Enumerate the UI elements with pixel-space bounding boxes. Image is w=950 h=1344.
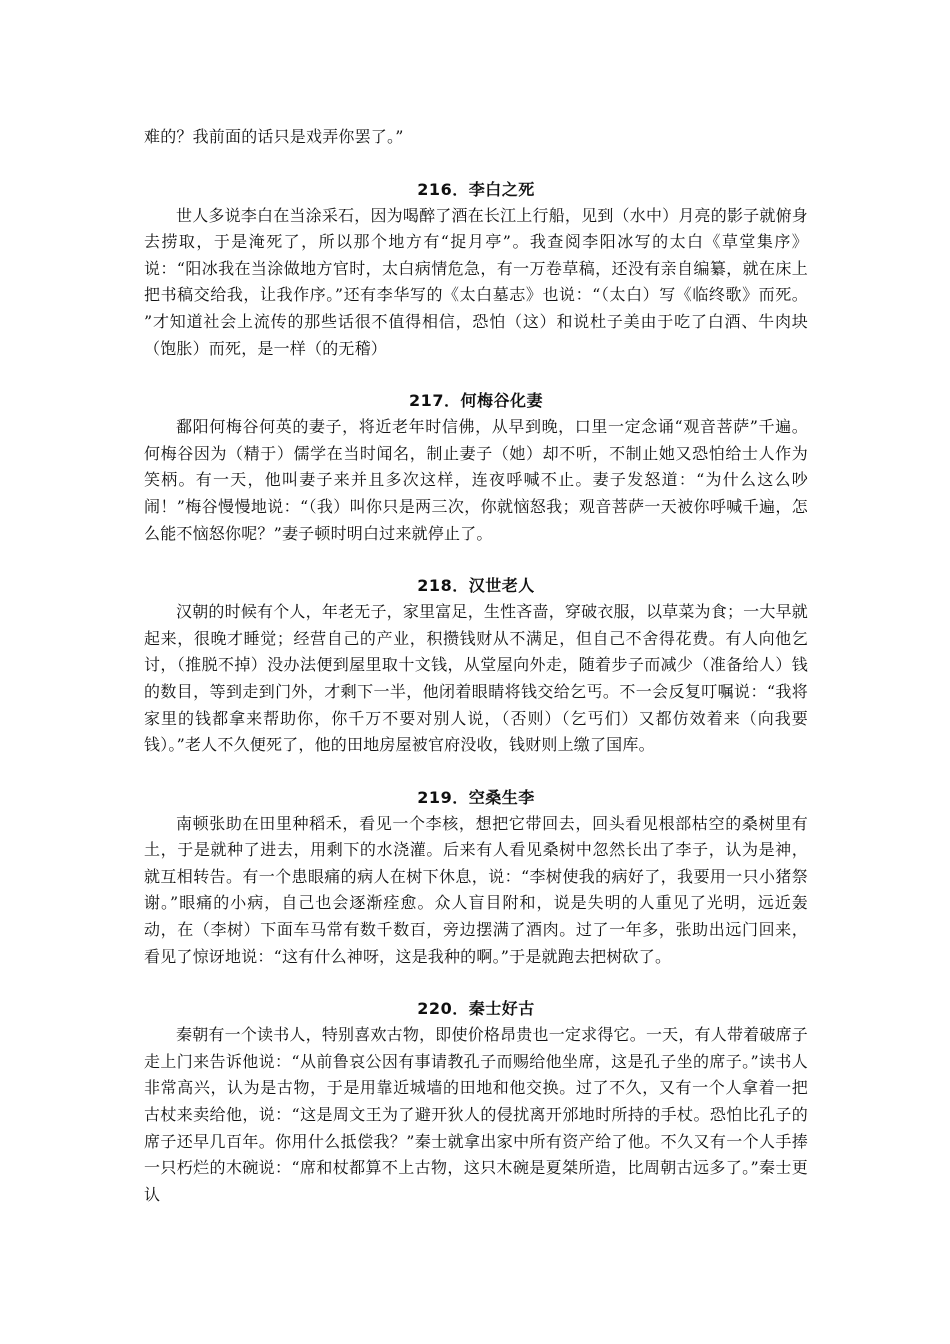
section-title: 219．空桑生李	[417, 787, 535, 807]
section-body: 鄱阳何梅谷何英的妻子，将近老年时信佛，从早到晚，口里一定念诵“观音菩萨”千遍。何梅谷因为（精于）儒学在当时闻名，制止妻子（她）却不听，不制止她又恐怕给士人作为笑柄。有一天，他叫妻子来并且多次这样，连夜呼喊不止。妻子发怒道：“为什么这么吵闹！”梅谷慢慢地说：“（我）叫你只是两三次，你就恼怒我；观音菩萨一天被你呼喊千遍，怎么能不恼怒你呢？”妻子顿时明白过来就停止了。	[144, 417, 808, 543]
section-he-meigu	[144, 388, 808, 547]
section-body: 秦朝有一个读书人，特别喜欢古物，即使价格昂贵也一定求得它。一天，有人带着破席子走上门来告诉他说：“从前鲁哀公因有事请教孔子而赐给他坐席，这是孔子坐的席子。”读书人非常高兴，认为是古物，于是用靠近城墙的田地和他交换。过了不久，又有一个人拿着一把古杖来卖给他，说：“这是周文王为了避开狄人的侵扰离开邠地时所持的手杖。恐怕比孔子的席子还早几百年。你用什么抵偿我？”秦士就拿出家中所有资产给了他。不久又有一个人手捧一只朽烂的木碗说：“席和杖都算不上古物，这只木碗是夏桀所造，比周朝古远多了。”秦士更认	[144, 1025, 808, 1204]
section-body: 世人多说李白在当涂采石，因为喝醉了酒在长江上行船，见到（水中）月亮的影子就俯身去捞取，于是淹死了，所以那个地方有“捉月亭”。我查阅李阳冰写的太白《草堂集序》说：“阳冰我在当涂做地方官时，太白病情危急，有一万卷草稿，还没有亲自编纂，就在床上把书稿交给我，让我作序。”还有李华写的《太白墓志》也说：“（太白）写《临终歌》而死。 ”才知道社会上流传的那些话很不值得相信，恐怕（这）和说杜子美由于吃了白酒、牛肉块（饱胀）而死，是一样（的无稽）	[144, 205, 808, 358]
section-han-old-man	[144, 573, 808, 759]
section-body: 汉朝的时候有个人，年老无子，家里富足，生性吝啬，穿破衣服，以草菜为食；一大早就起来，很晚才睡觉；经营自己的产业，积攒钱财从不满足，但自己不舍得花费。有人向他乞讨，（推脱不掉）没办法便到屋里取十文钱，从堂屋向外走，随着步子而减少（准备给人）钱的数目，等到走到门外，才剩下一半，他闭着眼睛将钱交给乞丐。不一会反复叮嘱说：“我将家里的钱都拿来帮助你，你千万不要对别人说，（否则）（乞丐们）又都仿效着来（向我要钱）。”老人不久便死了，他的田地房屋被官府没收，钱财则上缴了国库。	[144, 602, 808, 755]
section-title: 218．汉世老人	[417, 576, 535, 596]
section-plum-tree	[144, 785, 808, 971]
document-page	[144, 124, 808, 1208]
section-qin-scholar	[144, 996, 808, 1208]
section-li-bai	[144, 177, 808, 363]
section-title: 216．李白之死	[417, 179, 535, 199]
section-title: 220．秦士好古	[417, 999, 535, 1019]
opening-paragraph: 难的？我前面的话只是戏弄你罢了。”	[144, 127, 404, 146]
section-body: 南顿张助在田里种稻禾，看见一个李核，想把它带回去，回头看见根部枯空的桑树里有土，于是就种了进去，用剩下的水浇灌。后来有人看见桑树中忽然长出了李子，认为是神，就互相转告。有一个患眼痛的病人在树下休息，说：“李树使我的病好了，我要用一只小猪祭谢。”眼痛的小病，自己也会逐渐痊愈。众人盲目附和，说是失明的人重见了光明，远近轰动，在（李树）下面车马常有数千数百，旁边摆满了酒肉。过了一年多，张助出远门回来，看见了惊讶地说：“这有什么神呀，这是我种的啊。”于是就跑去把树砍了。	[144, 813, 808, 966]
section-title: 217．何梅谷化妻	[409, 391, 543, 411]
